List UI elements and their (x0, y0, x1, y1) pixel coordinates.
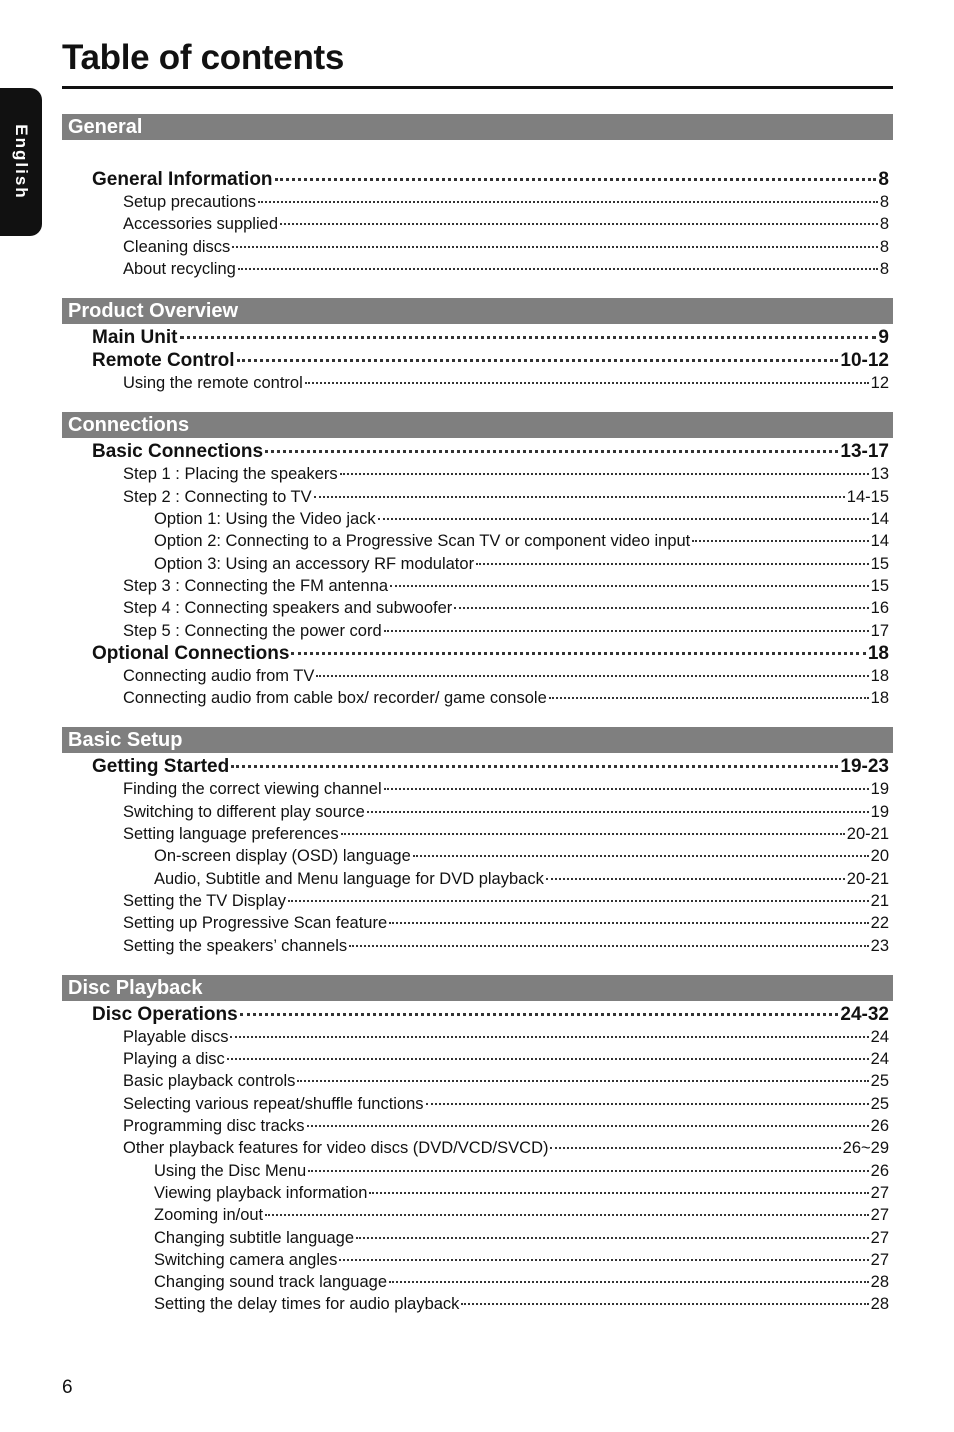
toc-entry-page: 20 (870, 847, 889, 866)
toc-entry-label: Setting up Progressive Scan feature (123, 914, 388, 933)
dot-leader (550, 1147, 840, 1149)
toc-entry-page: 18 (867, 642, 889, 664)
toc-entry-label: Step 4 : Connecting speakers and subwoofer (123, 599, 453, 618)
toc-entry-page: 8 (879, 259, 889, 278)
toc-entry-label: General Information (92, 169, 273, 190)
toc-entry-page: 16 (870, 599, 889, 618)
language-side-tab-label: English (12, 124, 31, 200)
dot-leader (307, 1125, 869, 1127)
dot-leader (265, 1214, 868, 1216)
dot-leader (339, 1259, 868, 1261)
toc-entry-page: 23 (870, 936, 889, 955)
section-header: Product Overview (62, 298, 893, 324)
dot-leader (280, 223, 878, 225)
toc-entry-label: Step 1 : Placing the speakers (123, 465, 338, 484)
toc-topic-entry[interactable] (62, 236, 893, 258)
toc-entry-label: Changing subtitle language (154, 1228, 354, 1247)
dot-leader (232, 246, 878, 248)
toc-entry-label: Setting the speakers’ channels (123, 936, 348, 955)
toc-chapter-entry[interactable] (62, 755, 893, 778)
toc-entry-page: 18 (870, 666, 889, 685)
toc-entry-label: Audio, Subtitle and Menu language for DVD playback (154, 869, 544, 888)
toc-topic-entry[interactable] (62, 687, 893, 709)
dot-leader (384, 630, 869, 632)
toc-entry-page: 26~29 (842, 1139, 889, 1158)
toc-topic-entry[interactable] (62, 801, 893, 823)
toc-topic-entry[interactable] (62, 213, 893, 235)
toc-topic-entry[interactable] (62, 1070, 893, 1092)
toc-entry-page: 24 (870, 1050, 889, 1069)
toc-topic-entry[interactable] (62, 1293, 893, 1315)
toc-entry-label: Basic Connections (92, 441, 264, 463)
toc-topic-entry[interactable] (62, 1137, 893, 1159)
dot-leader (476, 563, 869, 565)
toc-entry-label: Step 2 : Connecting to TV (123, 487, 312, 506)
toc-entry-label: Basic playback controls (123, 1072, 296, 1091)
toc-topic-entry[interactable] (62, 597, 893, 619)
toc-chapter-entry[interactable] (62, 642, 893, 665)
dot-leader (308, 1170, 868, 1172)
toc-entry-page: 13-17 (840, 441, 889, 463)
toc-chapter-entry[interactable] (62, 440, 893, 463)
toc-topic-entry[interactable] (62, 1115, 893, 1137)
toc-chapter-entry[interactable] (62, 326, 893, 349)
toc-entry-page: 24 (870, 1027, 889, 1046)
dot-leader (237, 359, 839, 362)
section-header: Disc Playback (62, 975, 893, 1001)
toc-section (62, 727, 893, 956)
toc-entry-label: Connecting audio from cable box/ recorder/ game console (123, 689, 547, 708)
dot-leader (341, 833, 845, 835)
toc-entry-page: 14-15 (846, 487, 889, 506)
toc-entry-label: Accessories supplied (123, 215, 278, 234)
toc-entry-label: Connecting audio from TV (123, 666, 315, 685)
toc-entry-page: 8 (879, 215, 889, 234)
dot-leader (230, 1036, 868, 1038)
toc-entry-page: 15 (870, 554, 889, 573)
dot-leader (367, 811, 869, 813)
toc-entry-label: Selecting various repeat/shuffle functions (123, 1094, 424, 1113)
toc-section (62, 412, 893, 709)
toc-topic-entry[interactable] (62, 1182, 893, 1204)
toc-topic-entry[interactable] (62, 463, 893, 485)
toc-entry-page: 28 (870, 1273, 889, 1292)
toc-entry-label: Optional Connections (92, 642, 290, 664)
toc-topic-entry[interactable] (62, 191, 893, 213)
toc-entry-label: Option 2: Connecting to a Progressive Scan TV or component video input (154, 532, 691, 551)
dot-leader (549, 697, 869, 699)
dot-leader (384, 788, 869, 790)
toc-entry-label: Changing sound track language (154, 1273, 388, 1292)
toc-entry-label: Getting Started (92, 756, 230, 778)
toc-topic-entry[interactable] (62, 372, 893, 394)
toc-entry-page: 8 (879, 237, 889, 256)
toc-topic-entry[interactable] (62, 1204, 893, 1226)
dot-leader (692, 540, 868, 542)
toc-entry-page: 18 (870, 689, 889, 708)
dot-leader (305, 382, 869, 384)
toc-entry-label: Programming disc tracks (123, 1117, 305, 1136)
toc-entry-label: Cleaning discs (123, 237, 231, 256)
toc-topic-entry[interactable] (62, 912, 893, 934)
toc-topic-entry[interactable] (62, 553, 893, 575)
dot-leader (390, 585, 869, 587)
toc-topic-entry[interactable] (62, 1271, 893, 1293)
toc-entry-label: Setting the TV Display (123, 891, 286, 910)
toc-topic-entry[interactable] (62, 258, 893, 280)
toc-entry-list (62, 324, 893, 394)
toc-topic-entry[interactable] (62, 575, 893, 597)
toc-entry-page: 19 (870, 802, 889, 821)
toc-section (62, 298, 893, 394)
dot-leader (356, 1237, 869, 1239)
toc-entry-label: Option 3: Using an accessory RF modulator (154, 554, 475, 573)
toc-entry-label: Disc Operations (92, 1003, 238, 1025)
toc-entry-label: About recycling (123, 259, 236, 278)
dot-leader (180, 336, 877, 339)
toc-topic-entry[interactable] (62, 508, 893, 530)
dot-leader (314, 496, 845, 498)
toc-entry-page: 28 (870, 1295, 889, 1314)
dot-leader (378, 518, 869, 520)
dot-leader (265, 450, 838, 453)
toc-entry-label: Setting language preferences (123, 825, 339, 844)
toc-entry-label: Using the Disc Menu (154, 1161, 307, 1180)
toc-topic-entry[interactable] (62, 868, 893, 890)
toc-entry-page: 26 (870, 1161, 889, 1180)
toc-entry-page: 10-12 (840, 350, 889, 372)
toc-entry-label: Using the remote control (123, 374, 303, 393)
toc-topic-entry[interactable] (62, 1048, 893, 1070)
toc-topic-entry[interactable] (62, 665, 893, 687)
toc-entry-page: 19-23 (840, 756, 889, 778)
toc-entry-page: 21 (870, 891, 889, 910)
toc-entry-page: 13 (870, 465, 889, 484)
dot-leader (288, 900, 869, 902)
dot-leader (231, 765, 838, 768)
toc-topic-entry[interactable] (62, 845, 893, 867)
dot-leader (461, 1303, 868, 1305)
page-title: Table of contents (62, 38, 345, 77)
toc-entry-list (62, 753, 893, 956)
toc-entry-page: 12 (870, 374, 889, 393)
toc-entry-label: Step 5 : Connecting the power cord (123, 621, 382, 640)
toc-entry-label: Finding the correct viewing channel (123, 780, 382, 799)
toc-entry-page: 20-21 (846, 825, 889, 844)
toc-entry-label: On-screen display (OSD) language (154, 847, 411, 866)
toc-topic-entry[interactable] (62, 935, 893, 957)
dot-leader (454, 607, 868, 609)
dot-leader (546, 878, 845, 880)
toc-entry-page: 17 (870, 621, 889, 640)
title-rule (62, 86, 893, 89)
toc-topic-entry[interactable] (62, 1227, 893, 1249)
toc-entry-list (62, 140, 893, 280)
toc-entry-label: Step 3 : Connecting the FM antenna (123, 576, 389, 595)
toc-entry-page: 22 (870, 914, 889, 933)
toc-entry-label: Switching camera angles (154, 1250, 338, 1269)
toc-entry-page: 25 (870, 1094, 889, 1113)
toc-entry-page: 8 (878, 169, 889, 190)
dot-leader (389, 922, 868, 924)
toc-entry-label: Other playback features for video discs (DVD/VCD/SVCD) (123, 1139, 549, 1158)
page-number: 6 (62, 1377, 73, 1398)
dot-leader (297, 1080, 868, 1082)
toc-chapter-entry[interactable] (62, 168, 893, 191)
toc-topic-entry[interactable] (62, 1160, 893, 1182)
toc-entry-page: 14 (870, 510, 889, 529)
toc-entry-page: 20-21 (846, 869, 889, 888)
section-header: General (62, 114, 893, 140)
dot-leader (316, 675, 868, 677)
toc-entry-page: 26 (870, 1117, 889, 1136)
toc-topic-entry[interactable] (62, 486, 893, 508)
toc-entry-label: Option 1: Using the Video jack (154, 510, 376, 529)
toc-entry-list (62, 1001, 893, 1316)
toc-section (62, 114, 893, 280)
toc-entry-page: 24-32 (840, 1003, 889, 1025)
toc-entry-page: 27 (870, 1250, 889, 1269)
dot-leader (258, 201, 878, 203)
toc-topic-entry[interactable] (62, 823, 893, 845)
toc-entry-page: 9 (878, 327, 889, 349)
toc-entry-page: 15 (870, 576, 889, 595)
dot-leader (389, 1281, 869, 1283)
dot-leader (240, 1013, 839, 1016)
toc-chapter-entry[interactable] (62, 1003, 893, 1026)
toc-chapter-entry[interactable] (62, 349, 893, 372)
section-header: Basic Setup (62, 727, 893, 753)
dot-leader (340, 473, 869, 475)
dot-leader (291, 652, 865, 655)
toc-topic-entry[interactable] (62, 1249, 893, 1271)
toc-entry-label: Playable discs (123, 1027, 229, 1046)
toc-entry-label: Switching to different play source (123, 802, 365, 821)
toc-entry-page: 25 (870, 1072, 889, 1091)
toc-entry-label: Setting the delay times for audio playback (154, 1295, 460, 1314)
toc-entry-label: Viewing playback information (154, 1183, 368, 1202)
toc-entry-page: 27 (870, 1206, 889, 1225)
dot-leader (275, 178, 877, 181)
dot-leader (413, 855, 869, 857)
table-of-contents (62, 114, 893, 1316)
toc-topic-entry[interactable] (62, 1093, 893, 1115)
dot-leader (238, 268, 878, 270)
toc-entry-page: 27 (870, 1183, 889, 1202)
toc-entry-label: Remote Control (92, 350, 235, 372)
dot-leader (349, 945, 869, 947)
toc-entry-page: 14 (870, 532, 889, 551)
toc-entry-label: Setup precautions (123, 193, 257, 211)
dot-leader (426, 1103, 869, 1105)
toc-topic-entry[interactable] (62, 778, 893, 800)
dot-leader (227, 1058, 869, 1060)
language-side-tab (0, 88, 42, 236)
toc-entry-label: Main Unit (92, 327, 178, 349)
dot-leader (369, 1192, 868, 1194)
toc-entry-label: Playing a disc (123, 1050, 225, 1069)
toc-entry-page: 27 (870, 1228, 889, 1247)
toc-entry-page: 19 (870, 780, 889, 799)
toc-section (62, 975, 893, 1316)
section-header: Connections (62, 412, 893, 438)
toc-entry-label: Zooming in/out (154, 1206, 264, 1225)
toc-entry-list (62, 438, 893, 709)
toc-entry-page: 8 (879, 193, 889, 211)
toc-topic-entry[interactable] (62, 620, 893, 642)
toc-topic-entry[interactable] (62, 890, 893, 912)
toc-topic-entry[interactable] (62, 1026, 893, 1048)
toc-topic-entry[interactable] (62, 530, 893, 552)
